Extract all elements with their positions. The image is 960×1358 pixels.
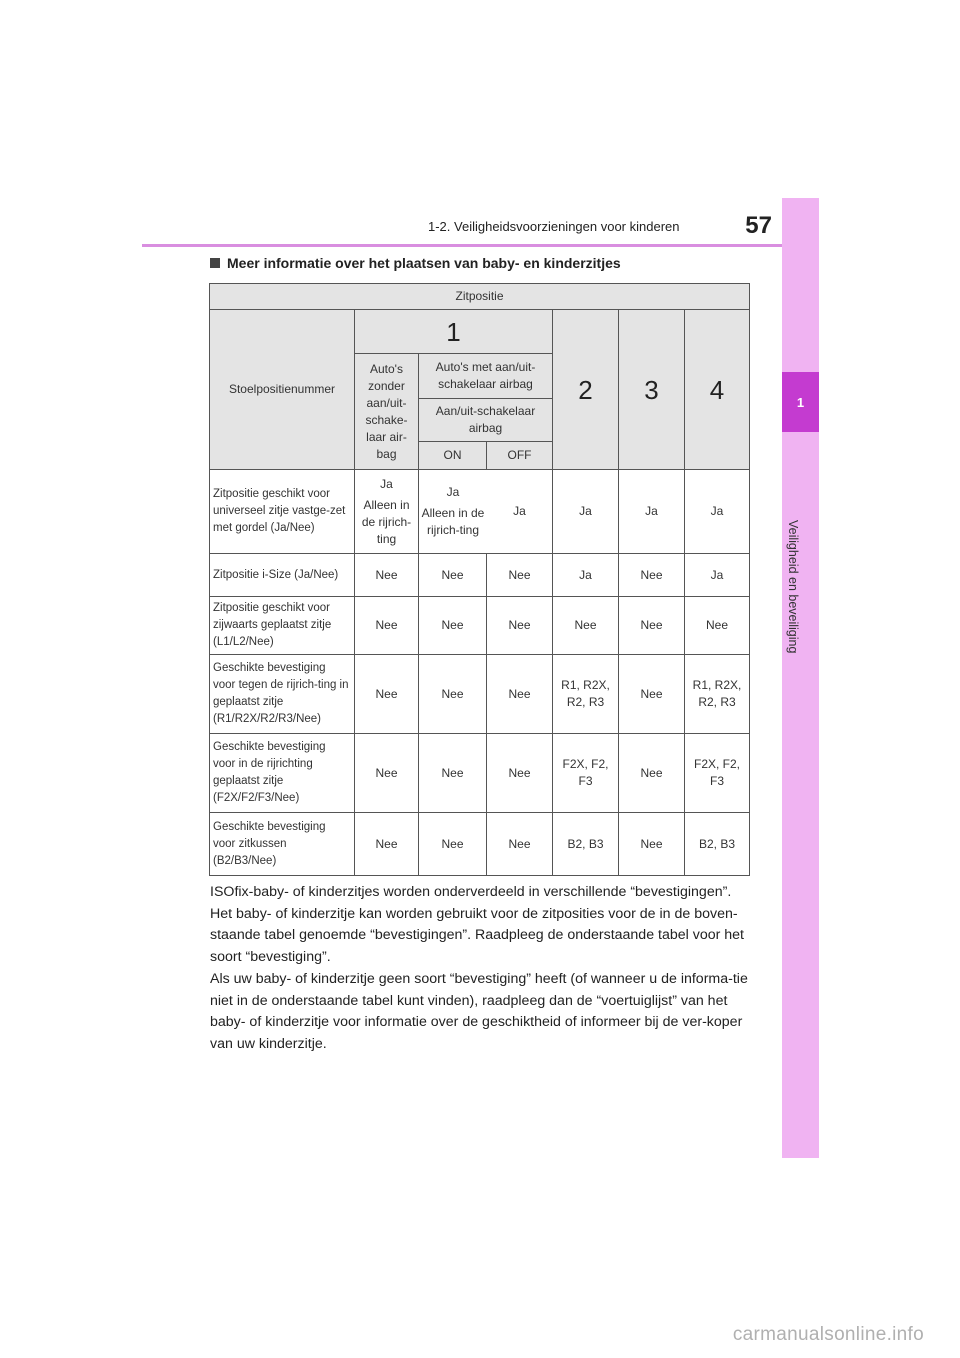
table-cell: Nee (419, 813, 487, 876)
row-label: Zitpositie geschikt voor universeel zitje vastge-zet met gordel (Ja/Nee) (210, 470, 355, 554)
cell-bottom: Alleen in de rijrich-ting (361, 497, 412, 546)
watermark: carmanualsonline.info (732, 1324, 924, 1345)
table-cell: Nee (487, 597, 553, 655)
table-cell: Nee (419, 734, 487, 813)
square-bullet-icon (210, 258, 220, 268)
chapter-sidebar (782, 198, 819, 1158)
table-cell (419, 470, 553, 554)
position-3-label: 3 (644, 374, 659, 405)
table-cell: Ja (685, 554, 750, 597)
table-cell: Nee (487, 813, 553, 876)
autos-zonder-header: Auto's zonder aan/uit-schake-laar air-bag (355, 354, 419, 470)
table-cell: F2X, F2, F3 (553, 734, 619, 813)
body-text (210, 882, 750, 1056)
aanuit-header: Aan/uit-schakelaar airbag (419, 399, 553, 442)
header-rule (142, 244, 782, 247)
page-number: 57 (745, 212, 772, 239)
table-cell: Nee (487, 734, 553, 813)
cell-off: Ja (513, 504, 526, 518)
row-label: Zitpositie i-Size (Ja/Nee) (210, 554, 355, 597)
row-label: Geschikte bevestiging voor zitkussen (B2/B3/Nee) (210, 813, 355, 876)
seat-position-table (209, 283, 750, 876)
table-cell: B2, B3 (553, 813, 619, 876)
position-2-header (553, 310, 619, 470)
section-heading (210, 255, 621, 271)
row-label: Geschikte bevestiging voor tegen de rijrich-ting in geplaatst zitje (R1/R2X/R2/R3/Nee) (210, 655, 355, 734)
position-1-header (355, 310, 553, 354)
table-cell: Nee (487, 655, 553, 734)
section-header: 1-2. Veiligheidsvoorzieningen voor kinderen (428, 219, 680, 234)
zitpositie-header: Zitpositie (210, 284, 750, 310)
table-cell: Nee (619, 734, 685, 813)
position-4-header (685, 310, 750, 470)
body-paragraph-1: ISOfix-baby- of kinderzitjes worden onderverdeeld in verschillende “bevestigingen”. Het baby- of kinderzitje kan worden gebruikt voor de zitposities voor de in de boven-staande tabel genoemde “bevestigingen”. Raadpleeg de onderstaande tabel voor het soort “bevestiging”. (210, 884, 744, 966)
table-cell: Nee (619, 655, 685, 734)
autos-met-header: Auto's met aan/uit-schakelaar airbag (419, 354, 553, 399)
stoelpositienummer-header: Stoelpositienummer (210, 310, 355, 470)
section-heading-text: Meer informatie over het plaatsen van baby- en kinderzitjes (227, 255, 621, 271)
cell-top: Ja (380, 476, 393, 491)
table-cell: Nee (553, 597, 619, 655)
chapter-number: 1 (782, 372, 819, 432)
on-header: ON (419, 442, 487, 470)
table-cell: R1, R2X, R2, R3 (685, 655, 750, 734)
table-cell: Nee (355, 554, 419, 597)
table-cell: Nee (355, 813, 419, 876)
position-2-label: 2 (578, 374, 593, 405)
table-cell: Nee (419, 597, 487, 655)
table-cell: Ja (553, 470, 619, 554)
table-cell: Nee (355, 597, 419, 655)
table-cell: Nee (355, 734, 419, 813)
chapter-title: Veiligheid en beveiliging (786, 520, 800, 654)
table-cell: Nee (619, 554, 685, 597)
table-cell: Nee (419, 655, 487, 734)
position-3-header (619, 310, 685, 470)
row-label: Zitpositie geschikt voor zijwaarts geplaatst zitje (L1/L2/Nee) (210, 597, 355, 655)
table-cell: Ja (553, 554, 619, 597)
position-4-label: 4 (709, 374, 725, 405)
table-cell: Nee (685, 597, 750, 655)
cell-bottom: Alleen in de rijrich-ting (421, 506, 485, 537)
table-cell: Nee (355, 655, 419, 734)
body-paragraph-2: Als uw baby- of kinderzitje geen soort “bevestiging” heeft (of wanneer u de informa-tie niet in de onderstaande tabel kunt vinden), raadpleeg dan de “voertuiglijst” van het baby- of kinderzitje voor informatie over de geschiktheid of informeer bij de ver-koper van uw kinderzitje. (210, 970, 748, 1052)
table-cell: Nee (487, 554, 553, 597)
table-cell: R1, R2X, R2, R3 (553, 655, 619, 734)
table-cell: Ja (619, 470, 685, 554)
table-cell: Nee (619, 813, 685, 876)
table-cell: F2X, F2, F3 (685, 734, 750, 813)
table-cell: B2, B3 (685, 813, 750, 876)
cell-top: Ja (446, 485, 460, 499)
table-cell: Nee (419, 554, 487, 597)
table-cell: Nee (619, 597, 685, 655)
cell-on (419, 484, 487, 539)
row-label: Geschikte bevestiging voor in de rijrichting geplaatst zitje (F2X/F2/F3/Nee) (210, 734, 355, 813)
table-cell (355, 470, 419, 554)
off-header: OFF (487, 442, 553, 470)
position-1-label: 1 (446, 316, 461, 347)
table-cell: Ja (685, 470, 750, 554)
